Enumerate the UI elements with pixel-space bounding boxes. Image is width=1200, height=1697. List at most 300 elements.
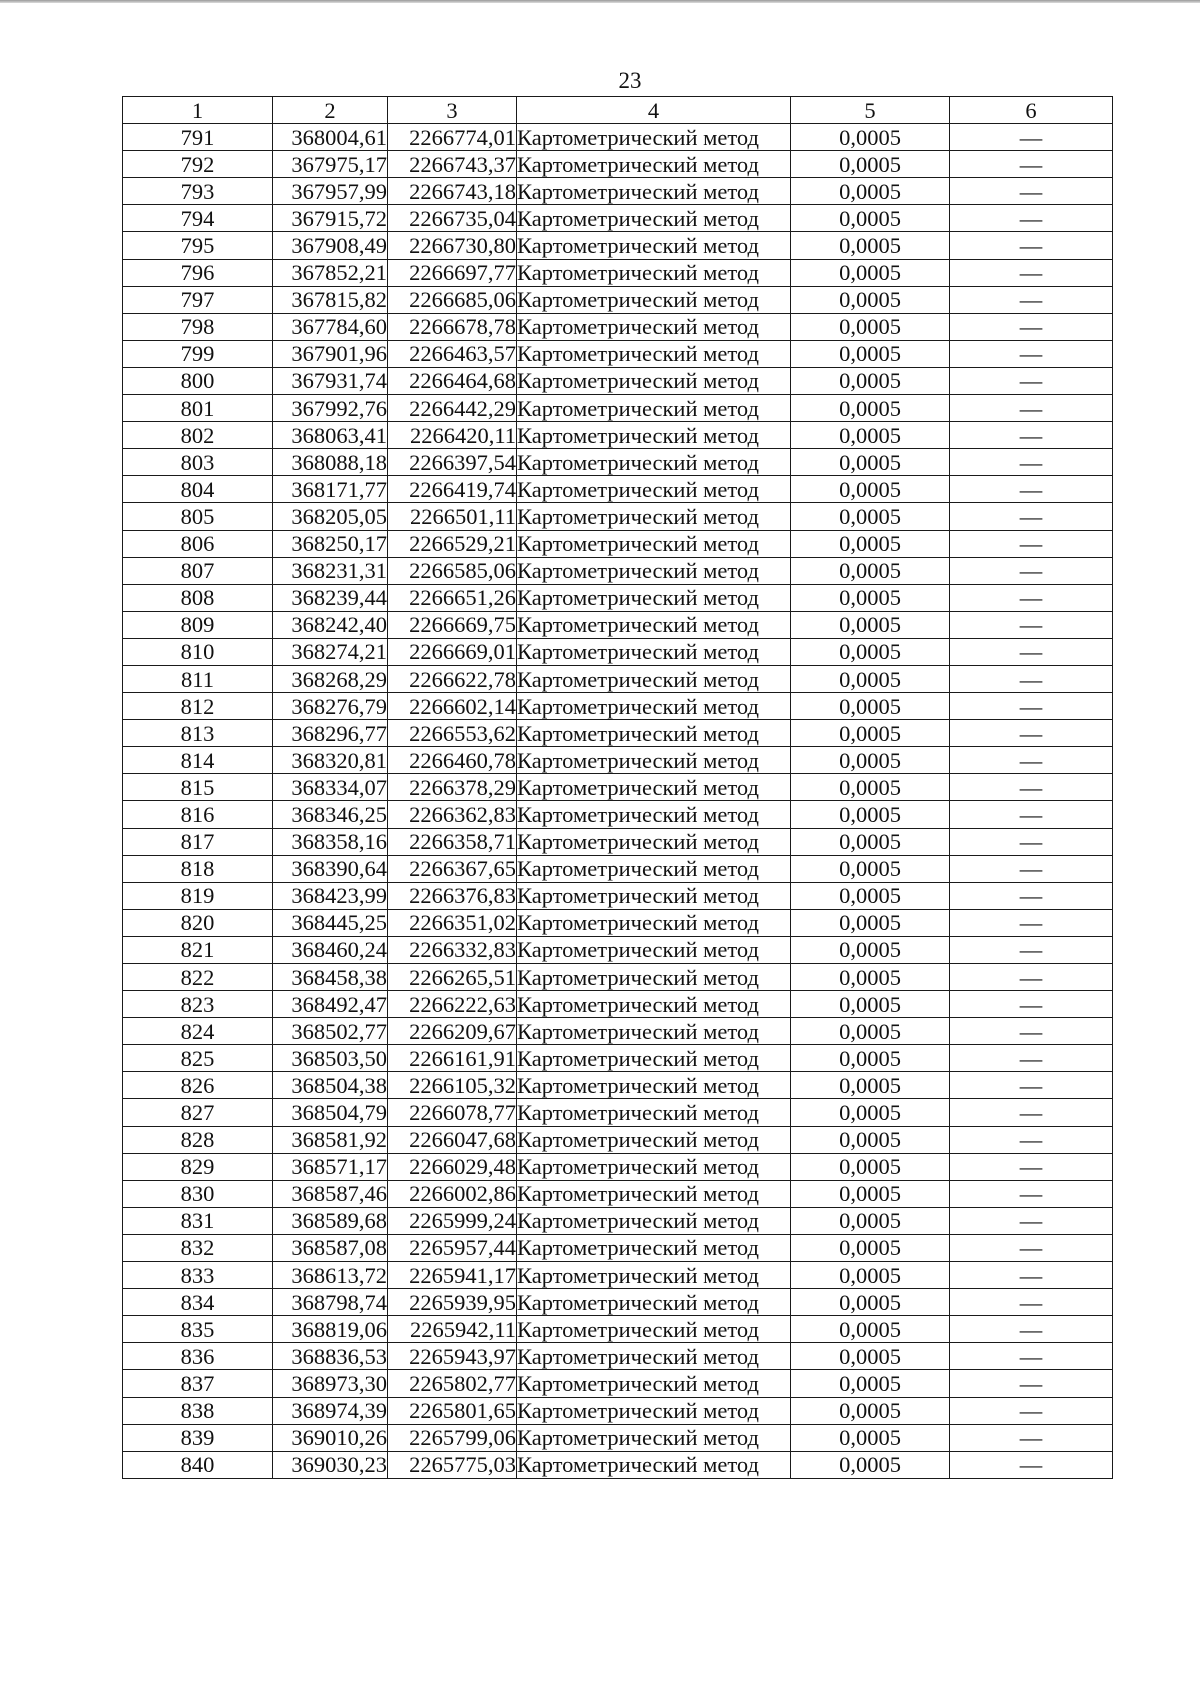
method-cell: Картометрический метод <box>517 232 791 259</box>
method-cell: Картометрический метод <box>517 855 791 882</box>
note-cell: — <box>950 801 1113 828</box>
x-coordinate-cell: 368819,06 <box>273 1316 388 1343</box>
accuracy-cell: 0,0005 <box>791 1262 950 1289</box>
point-number-cell: 832 <box>123 1234 273 1261</box>
table-row <box>123 936 1113 963</box>
note-cell: — <box>950 693 1113 720</box>
method-cell: Картометрический метод <box>517 638 791 665</box>
table-row <box>123 1045 1113 1072</box>
y-coordinate-cell: 2266669,01 <box>388 638 517 665</box>
method-cell: Картометрический метод <box>517 1397 791 1424</box>
point-number-cell: 829 <box>123 1153 273 1180</box>
point-number-cell: 825 <box>123 1045 273 1072</box>
note-cell: — <box>950 720 1113 747</box>
x-coordinate-cell: 368063,41 <box>273 422 388 449</box>
y-coordinate-cell: 2265942,11 <box>388 1316 517 1343</box>
table-row <box>123 1397 1113 1424</box>
x-coordinate-cell: 368798,74 <box>273 1289 388 1316</box>
method-cell: Картометрический метод <box>517 1424 791 1451</box>
accuracy-cell: 0,0005 <box>791 855 950 882</box>
point-number-cell: 830 <box>123 1180 273 1207</box>
y-coordinate-cell: 2266397,54 <box>388 449 517 476</box>
point-number-cell: 798 <box>123 313 273 340</box>
accuracy-cell: 0,0005 <box>791 1018 950 1045</box>
method-cell: Картометрический метод <box>517 991 791 1018</box>
y-coordinate-cell: 2266378,29 <box>388 774 517 801</box>
table-row <box>123 1370 1113 1397</box>
accuracy-cell: 0,0005 <box>791 178 950 205</box>
point-number-cell: 837 <box>123 1370 273 1397</box>
point-number-cell: 819 <box>123 882 273 909</box>
note-cell: — <box>950 882 1113 909</box>
table-row <box>123 1018 1113 1045</box>
point-number-cell: 791 <box>123 124 273 151</box>
method-cell: Картометрический метод <box>517 1072 791 1099</box>
y-coordinate-cell: 2266161,91 <box>388 1045 517 1072</box>
method-cell: Картометрический метод <box>517 1370 791 1397</box>
y-coordinate-cell: 2266367,65 <box>388 855 517 882</box>
x-coordinate-cell: 368458,38 <box>273 964 388 991</box>
method-cell: Картометрический метод <box>517 178 791 205</box>
y-coordinate-cell: 2265999,24 <box>388 1207 517 1234</box>
method-cell: Картометрический метод <box>517 1153 791 1180</box>
method-cell: Картометрический метод <box>517 313 791 340</box>
method-cell: Картометрический метод <box>517 124 791 151</box>
method-cell: Картометрический метод <box>517 1018 791 1045</box>
method-cell: Картометрический метод <box>517 1316 791 1343</box>
method-cell: Картометрический метод <box>517 909 791 936</box>
y-coordinate-cell: 2266376,83 <box>388 882 517 909</box>
table-row <box>123 747 1113 774</box>
y-coordinate-cell: 2266358,71 <box>388 828 517 855</box>
column-header: 2 <box>273 97 388 124</box>
method-cell: Картометрический метод <box>517 286 791 313</box>
table-row <box>123 882 1113 909</box>
accuracy-cell: 0,0005 <box>791 313 950 340</box>
y-coordinate-cell: 2266730,80 <box>388 232 517 259</box>
method-cell: Картометрический метод <box>517 828 791 855</box>
note-cell: — <box>950 584 1113 611</box>
table-row <box>123 232 1113 259</box>
point-number-cell: 838 <box>123 1397 273 1424</box>
point-number-cell: 810 <box>123 638 273 665</box>
y-coordinate-cell: 2266743,37 <box>388 151 517 178</box>
y-coordinate-cell: 2266553,62 <box>388 720 517 747</box>
table-row <box>123 720 1113 747</box>
y-coordinate-cell: 2266501,11 <box>388 503 517 530</box>
method-cell: Картометрический метод <box>517 801 791 828</box>
accuracy-cell: 0,0005 <box>791 286 950 313</box>
x-coordinate-cell: 368296,77 <box>273 720 388 747</box>
point-number-cell: 816 <box>123 801 273 828</box>
table-row <box>123 1289 1113 1316</box>
note-cell: — <box>950 1424 1113 1451</box>
note-cell: — <box>950 991 1113 1018</box>
point-number-cell: 818 <box>123 855 273 882</box>
point-number-cell: 834 <box>123 1289 273 1316</box>
y-coordinate-cell: 2266735,04 <box>388 205 517 232</box>
y-coordinate-cell: 2265941,17 <box>388 1262 517 1289</box>
method-cell: Картометрический метод <box>517 1045 791 1072</box>
note-cell: — <box>950 638 1113 665</box>
x-coordinate-cell: 368346,25 <box>273 801 388 828</box>
point-number-cell: 804 <box>123 476 273 503</box>
note-cell: — <box>950 774 1113 801</box>
x-coordinate-cell: 368268,29 <box>273 665 388 692</box>
y-coordinate-cell: 2266774,01 <box>388 124 517 151</box>
point-number-cell: 813 <box>123 720 273 747</box>
y-coordinate-cell: 2266678,78 <box>388 313 517 340</box>
note-cell: — <box>950 855 1113 882</box>
accuracy-cell: 0,0005 <box>791 449 950 476</box>
table-row <box>123 367 1113 394</box>
x-coordinate-cell: 368973,30 <box>273 1370 388 1397</box>
table-row <box>123 964 1113 991</box>
point-number-cell: 799 <box>123 340 273 367</box>
x-coordinate-cell: 368836,53 <box>273 1343 388 1370</box>
accuracy-cell: 0,0005 <box>791 747 950 774</box>
table-row <box>123 476 1113 503</box>
note-cell: — <box>950 1126 1113 1153</box>
table-row <box>123 991 1113 1018</box>
method-cell: Картометрический метод <box>517 1180 791 1207</box>
note-cell: — <box>950 611 1113 638</box>
point-number-cell: 801 <box>123 395 273 422</box>
y-coordinate-cell: 2266078,77 <box>388 1099 517 1126</box>
table-row <box>123 422 1113 449</box>
point-number-cell: 796 <box>123 259 273 286</box>
accuracy-cell: 0,0005 <box>791 1316 950 1343</box>
y-coordinate-cell: 2266697,77 <box>388 259 517 286</box>
accuracy-cell: 0,0005 <box>791 909 950 936</box>
accuracy-cell: 0,0005 <box>791 964 950 991</box>
accuracy-cell: 0,0005 <box>791 882 950 909</box>
y-coordinate-cell: 2266622,78 <box>388 665 517 692</box>
note-cell: — <box>950 1343 1113 1370</box>
accuracy-cell: 0,0005 <box>791 828 950 855</box>
y-coordinate-cell: 2265802,77 <box>388 1370 517 1397</box>
accuracy-cell: 0,0005 <box>791 1289 950 1316</box>
method-cell: Картометрический метод <box>517 611 791 638</box>
point-number-cell: 839 <box>123 1424 273 1451</box>
point-number-cell: 805 <box>123 503 273 530</box>
point-number-cell: 814 <box>123 747 273 774</box>
accuracy-cell: 0,0005 <box>791 774 950 801</box>
point-number-cell: 808 <box>123 584 273 611</box>
note-cell: — <box>950 395 1113 422</box>
method-cell: Картометрический метод <box>517 774 791 801</box>
note-cell: — <box>950 1451 1113 1478</box>
accuracy-cell: 0,0005 <box>791 665 950 692</box>
x-coordinate-cell: 368205,05 <box>273 503 388 530</box>
x-coordinate-cell: 368492,47 <box>273 991 388 1018</box>
x-coordinate-cell: 368502,77 <box>273 1018 388 1045</box>
table-row <box>123 1099 1113 1126</box>
point-number-cell: 803 <box>123 449 273 476</box>
method-cell: Картометрический метод <box>517 449 791 476</box>
note-cell: — <box>950 367 1113 394</box>
note-cell: — <box>950 503 1113 530</box>
point-number-cell: 826 <box>123 1072 273 1099</box>
point-number-cell: 817 <box>123 828 273 855</box>
table-row <box>123 774 1113 801</box>
note-cell: — <box>950 422 1113 449</box>
y-coordinate-cell: 2266420,11 <box>388 422 517 449</box>
method-cell: Картометрический метод <box>517 1207 791 1234</box>
accuracy-cell: 0,0005 <box>791 422 950 449</box>
method-cell: Картометрический метод <box>517 882 791 909</box>
header-row <box>123 97 1113 124</box>
accuracy-cell: 0,0005 <box>791 1207 950 1234</box>
y-coordinate-cell: 2266651,26 <box>388 584 517 611</box>
y-coordinate-cell: 2266743,18 <box>388 178 517 205</box>
note-cell: — <box>950 964 1113 991</box>
point-number-cell: 840 <box>123 1451 273 1478</box>
column-header: 3 <box>388 97 517 124</box>
y-coordinate-cell: 2266351,02 <box>388 909 517 936</box>
method-cell: Картометрический метод <box>517 665 791 692</box>
accuracy-cell: 0,0005 <box>791 367 950 394</box>
y-coordinate-cell: 2266529,21 <box>388 530 517 557</box>
point-number-cell: 812 <box>123 693 273 720</box>
x-coordinate-cell: 367784,60 <box>273 313 388 340</box>
note-cell: — <box>950 1153 1113 1180</box>
method-cell: Картометрический метод <box>517 367 791 394</box>
y-coordinate-cell: 2266669,75 <box>388 611 517 638</box>
point-number-cell: 802 <box>123 422 273 449</box>
note-cell: — <box>950 909 1113 936</box>
x-coordinate-cell: 369030,23 <box>273 1451 388 1478</box>
x-coordinate-cell: 368503,50 <box>273 1045 388 1072</box>
note-cell: — <box>950 1316 1113 1343</box>
accuracy-cell: 0,0005 <box>791 991 950 1018</box>
method-cell: Картометрический метод <box>517 476 791 503</box>
point-number-cell: 827 <box>123 1099 273 1126</box>
column-header: 6 <box>950 97 1113 124</box>
x-coordinate-cell: 368239,44 <box>273 584 388 611</box>
x-coordinate-cell: 368171,77 <box>273 476 388 503</box>
note-cell: — <box>950 449 1113 476</box>
x-coordinate-cell: 368445,25 <box>273 909 388 936</box>
point-number-cell: 821 <box>123 936 273 963</box>
accuracy-cell: 0,0005 <box>791 638 950 665</box>
y-coordinate-cell: 2266105,32 <box>388 1072 517 1099</box>
table-body <box>123 124 1113 1479</box>
point-number-cell: 806 <box>123 530 273 557</box>
note-cell: — <box>950 1262 1113 1289</box>
column-header: 5 <box>791 97 950 124</box>
point-number-cell: 809 <box>123 611 273 638</box>
note-cell: — <box>950 259 1113 286</box>
method-cell: Картометрический метод <box>517 340 791 367</box>
x-coordinate-cell: 368276,79 <box>273 693 388 720</box>
x-coordinate-cell: 367901,96 <box>273 340 388 367</box>
accuracy-cell: 0,0005 <box>791 1180 950 1207</box>
point-number-cell: 823 <box>123 991 273 1018</box>
x-coordinate-cell: 368088,18 <box>273 449 388 476</box>
accuracy-cell: 0,0005 <box>791 151 950 178</box>
table-row <box>123 855 1113 882</box>
note-cell: — <box>950 747 1113 774</box>
y-coordinate-cell: 2266460,78 <box>388 747 517 774</box>
accuracy-cell: 0,0005 <box>791 1397 950 1424</box>
point-number-cell: 824 <box>123 1018 273 1045</box>
accuracy-cell: 0,0005 <box>791 503 950 530</box>
table-row <box>123 151 1113 178</box>
table-row <box>123 1262 1113 1289</box>
table-row <box>123 638 1113 665</box>
table-row <box>123 503 1113 530</box>
method-cell: Картометрический метод <box>517 964 791 991</box>
y-coordinate-cell: 2265799,06 <box>388 1424 517 1451</box>
point-number-cell: 820 <box>123 909 273 936</box>
table-row <box>123 1451 1113 1478</box>
x-coordinate-cell: 368504,38 <box>273 1072 388 1099</box>
method-cell: Картометрический метод <box>517 503 791 530</box>
method-cell: Картометрический метод <box>517 1099 791 1126</box>
method-cell: Картометрический метод <box>517 1262 791 1289</box>
point-number-cell: 836 <box>123 1343 273 1370</box>
table-row <box>123 340 1113 367</box>
table-row <box>123 124 1113 151</box>
point-number-cell: 822 <box>123 964 273 991</box>
accuracy-cell: 0,0005 <box>791 395 950 422</box>
x-coordinate-cell: 368504,79 <box>273 1099 388 1126</box>
y-coordinate-cell: 2265801,65 <box>388 1397 517 1424</box>
point-number-cell: 792 <box>123 151 273 178</box>
note-cell: — <box>950 340 1113 367</box>
accuracy-cell: 0,0005 <box>791 124 950 151</box>
method-cell: Картометрический метод <box>517 1451 791 1478</box>
accuracy-cell: 0,0005 <box>791 611 950 638</box>
point-number-cell: 835 <box>123 1316 273 1343</box>
accuracy-cell: 0,0005 <box>791 720 950 747</box>
note-cell: — <box>950 1207 1113 1234</box>
y-coordinate-cell: 2266685,06 <box>388 286 517 313</box>
y-coordinate-cell: 2266362,83 <box>388 801 517 828</box>
y-coordinate-cell: 2266463,57 <box>388 340 517 367</box>
y-coordinate-cell: 2266602,14 <box>388 693 517 720</box>
note-cell: — <box>950 151 1113 178</box>
x-coordinate-cell: 368250,17 <box>273 530 388 557</box>
x-coordinate-cell: 368587,08 <box>273 1234 388 1261</box>
method-cell: Картометрический метод <box>517 557 791 584</box>
table-row <box>123 1343 1113 1370</box>
table-row <box>123 693 1113 720</box>
x-coordinate-cell: 367975,17 <box>273 151 388 178</box>
accuracy-cell: 0,0005 <box>791 1234 950 1261</box>
note-cell: — <box>950 232 1113 259</box>
accuracy-cell: 0,0005 <box>791 1370 950 1397</box>
accuracy-cell: 0,0005 <box>791 1072 950 1099</box>
method-cell: Картометрический метод <box>517 936 791 963</box>
x-coordinate-cell: 368358,16 <box>273 828 388 855</box>
method-cell: Картометрический метод <box>517 584 791 611</box>
method-cell: Картометрический метод <box>517 747 791 774</box>
note-cell: — <box>950 1289 1113 1316</box>
x-coordinate-cell: 368974,39 <box>273 1397 388 1424</box>
table-row <box>123 449 1113 476</box>
x-coordinate-cell: 368274,21 <box>273 638 388 665</box>
y-coordinate-cell: 2266222,63 <box>388 991 517 1018</box>
y-coordinate-cell: 2266002,86 <box>388 1180 517 1207</box>
x-coordinate-cell: 368460,24 <box>273 936 388 963</box>
method-cell: Картометрический метод <box>517 205 791 232</box>
accuracy-cell: 0,0005 <box>791 1126 950 1153</box>
x-coordinate-cell: 368571,17 <box>273 1153 388 1180</box>
note-cell: — <box>950 1234 1113 1261</box>
y-coordinate-cell: 2266209,67 <box>388 1018 517 1045</box>
y-coordinate-cell: 2266419,74 <box>388 476 517 503</box>
point-number-cell: 797 <box>123 286 273 313</box>
table-row <box>123 530 1113 557</box>
point-number-cell: 831 <box>123 1207 273 1234</box>
table-row <box>123 557 1113 584</box>
note-cell: — <box>950 286 1113 313</box>
note-cell: — <box>950 665 1113 692</box>
table-row <box>123 909 1113 936</box>
x-coordinate-cell: 368587,46 <box>273 1180 388 1207</box>
x-coordinate-cell: 367908,49 <box>273 232 388 259</box>
table-row <box>123 1234 1113 1261</box>
x-coordinate-cell: 368589,68 <box>273 1207 388 1234</box>
table-row <box>123 286 1113 313</box>
note-cell: — <box>950 476 1113 503</box>
y-coordinate-cell: 2266585,06 <box>388 557 517 584</box>
method-cell: Картометрический метод <box>517 1289 791 1316</box>
point-number-cell: 815 <box>123 774 273 801</box>
y-coordinate-cell: 2265775,03 <box>388 1451 517 1478</box>
accuracy-cell: 0,0005 <box>791 584 950 611</box>
point-number-cell: 795 <box>123 232 273 259</box>
y-coordinate-cell: 2266332,83 <box>388 936 517 963</box>
x-coordinate-cell: 368581,92 <box>273 1126 388 1153</box>
y-coordinate-cell: 2266029,48 <box>388 1153 517 1180</box>
note-cell: — <box>950 557 1113 584</box>
accuracy-cell: 0,0005 <box>791 340 950 367</box>
y-coordinate-cell: 2265939,95 <box>388 1289 517 1316</box>
note-cell: — <box>950 1072 1113 1099</box>
x-coordinate-cell: 368423,99 <box>273 882 388 909</box>
note-cell: — <box>950 1018 1113 1045</box>
method-cell: Картометрический метод <box>517 151 791 178</box>
x-coordinate-cell: 368231,31 <box>273 557 388 584</box>
x-coordinate-cell: 367931,74 <box>273 367 388 394</box>
method-cell: Картометрический метод <box>517 693 791 720</box>
table-row <box>123 584 1113 611</box>
x-coordinate-cell: 367957,99 <box>273 178 388 205</box>
x-coordinate-cell: 367992,76 <box>273 395 388 422</box>
y-coordinate-cell: 2265957,44 <box>388 1234 517 1261</box>
x-coordinate-cell: 367815,82 <box>273 286 388 313</box>
table-row <box>123 395 1113 422</box>
y-coordinate-cell: 2265943,97 <box>388 1343 517 1370</box>
method-cell: Картометрический метод <box>517 1234 791 1261</box>
x-coordinate-cell: 368320,81 <box>273 747 388 774</box>
table-row <box>123 828 1113 855</box>
note-cell: — <box>950 530 1113 557</box>
coordinates-table <box>122 96 1113 1479</box>
page-number: 23 <box>618 68 642 93</box>
note-cell: — <box>950 1180 1113 1207</box>
point-number-cell: 811 <box>123 665 273 692</box>
accuracy-cell: 0,0005 <box>791 936 950 963</box>
table-row <box>123 259 1113 286</box>
point-number-cell: 800 <box>123 367 273 394</box>
accuracy-cell: 0,0005 <box>791 1451 950 1478</box>
method-cell: Картометрический метод <box>517 259 791 286</box>
table-row <box>123 1126 1113 1153</box>
